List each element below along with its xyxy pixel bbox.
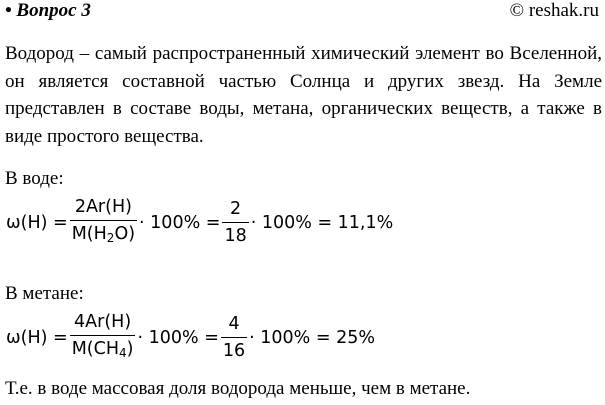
site-credit: © reshak.ru <box>509 0 599 21</box>
water-equation <box>6 196 393 249</box>
methane-frac1-numerator: 4Ar(H) <box>74 312 132 332</box>
water-fraction-2 <box>222 198 248 247</box>
methane-fraction-2 <box>221 313 247 362</box>
water-lhs: ω(H) = <box>6 212 68 233</box>
water-frac2-denominator: 18 <box>222 222 248 247</box>
water-result: · 100% = 11,1% <box>250 212 394 233</box>
question-title: • Вопрос 3 <box>5 0 91 21</box>
methane-label: В метане: <box>5 283 84 304</box>
methane-frac2-denominator: 16 <box>221 337 247 362</box>
methane-result: · 100% = 25% <box>249 327 375 348</box>
water-label: В воде: <box>5 168 64 189</box>
intro-paragraph: Водород – самый распространенный химический элемент во Вселенной, он является составной частью Солнца и других звезд. На Земле представлен в составе воды, метана, органических веществ, а также в виде простого вещества. <box>5 43 602 147</box>
water-frac2-numerator: 2 <box>230 199 242 219</box>
water-multiplier: · 100% = <box>139 212 221 233</box>
methane-frac1-denominator: $M(CH_4)$ <box>70 335 136 364</box>
methane-lhs: ω(H) = <box>6 327 68 348</box>
conclusion-text: Т.е. в воде массовая доля водорода меньше, чем в метане. <box>5 378 471 399</box>
water-frac1-denominator: $M(H_2O)$ <box>70 220 137 249</box>
methane-fraction-1 <box>70 311 136 364</box>
methane-frac2-numerator: 4 <box>228 314 240 334</box>
water-fraction-1 <box>70 196 137 249</box>
methane-equation <box>6 311 375 364</box>
methane-multiplier: · 100% = <box>137 327 219 348</box>
water-frac1-numerator: 2Ar(H) <box>74 197 132 217</box>
